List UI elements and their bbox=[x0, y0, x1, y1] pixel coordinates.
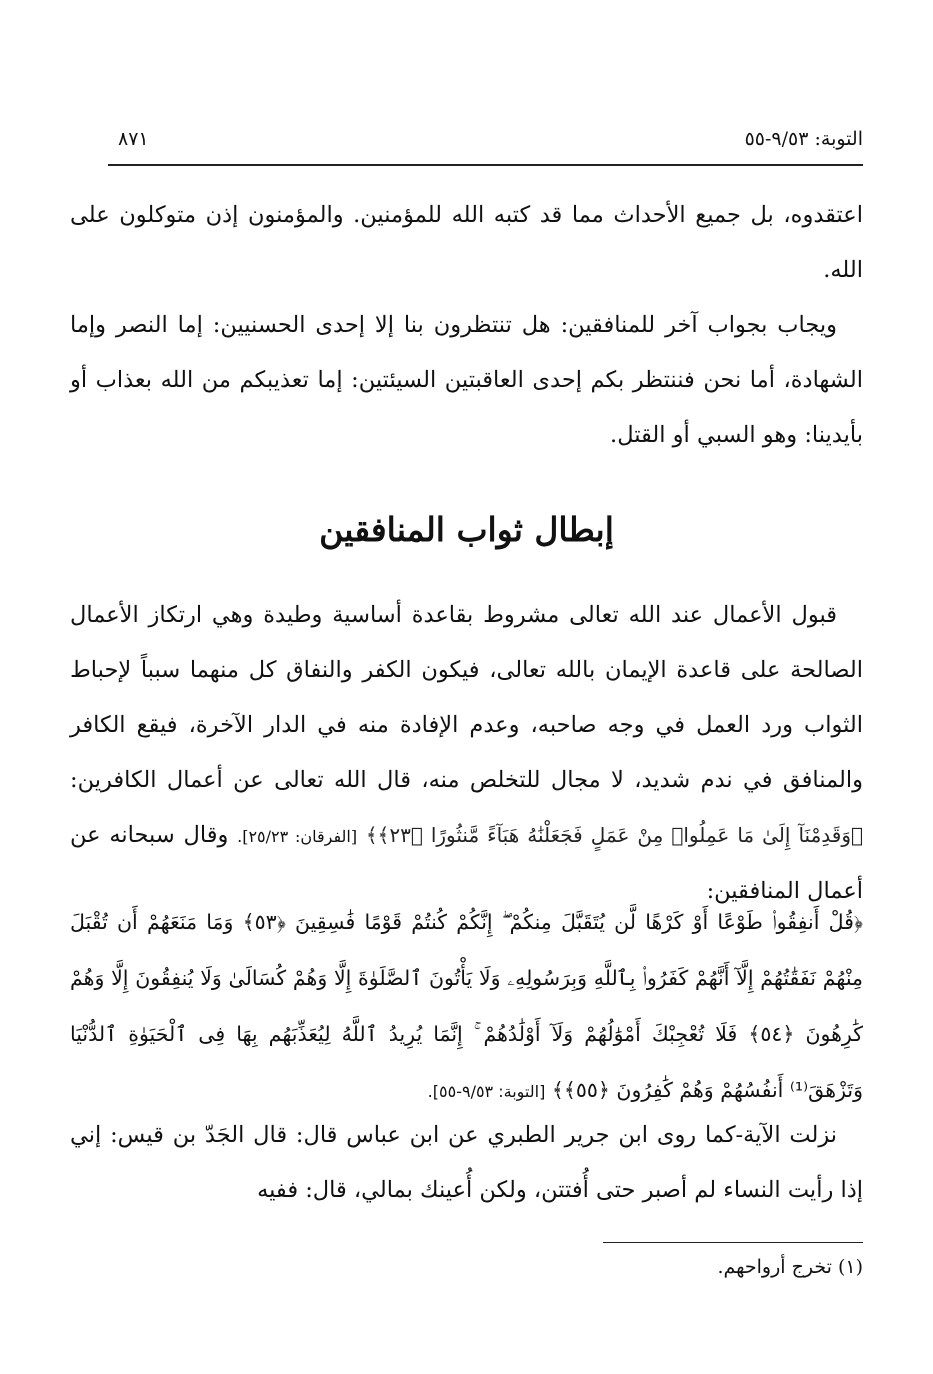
paragraph-1: اعتقدوه، بل جميع الأحداث مما قد كتبه الله للمؤمنين. والمؤمنون إذن متوكلون على الله. bbox=[70, 202, 863, 283]
header-sura-reference: التوبة: ٩/٥٣-٥٥ bbox=[744, 128, 863, 150]
header-rule bbox=[108, 164, 863, 166]
footnote: (١) تخرج أرواحهم. bbox=[717, 1256, 863, 1278]
paragraph-2: ويجاب بجواب آخر للمنافقين: هل تنتظرون بنا إلا إحدى الحسنيين: إما النصر وإما الشهادة، أما نحن فننتظر بكم إحدى العاقبتين السيئتين: إما تعذيبكم من الله بعذاب أو بأيدينا: وهو السبي أو القتل. bbox=[70, 312, 863, 448]
running-header bbox=[118, 128, 863, 162]
furqan-reference: [الفرقان: ٢٥/٢٣]. bbox=[237, 827, 358, 846]
main-paragraph bbox=[70, 588, 863, 919]
section-title: إبطال ثواب المنافقين bbox=[319, 510, 614, 549]
tawba-verses-text: ﴿قُلْ أَنفِقُوا۟ طَوْعًا أَوْ كَرْهًا لَّن يُتَقَبَّلَ مِنكُمْ ۖ إِنَّكُمْ كُنتُمْ قَوْمًا فَٰسِقِينَ ﴿٥٣﴾ وَمَا مَنَعَهُمْ أَن تُقْبَلَ مِنْهُمْ نَفَقَٰتُهُمْ إِلَّآ أَنَّهُمْ كَفَرُوا۟ بِٱللَّهِ وَبِرَسُولِهِۦ وَلَا يَأْتُونَ ٱلصَّلَوٰةَ إِلَّا وَهُمْ كُسَالَىٰ وَلَا يُنفِقُونَ إِلَّا وَهُمْ كَٰرِهُونَ ﴿٥٤﴾ فَلَا تُعْجِبْكَ أَمْوَٰلُهُمْ وَلَآ أَوْلَٰدُهُمْ ۚ إِنَّمَا يُرِيدُ ٱللَّهُ لِيُعَذِّبَهُم بِهَا فِى ٱلْحَيَوٰةِ ٱلدُّنْيَا وَتَزْهَقَ⁽¹⁾ أَنفُسُهُمْ وَهُمْ كَٰفِرُونَ ﴿٥٥﴾﴾ bbox=[70, 910, 864, 1102]
after-reference-text: وقال سبحانه عن أعمال المنافقين: bbox=[70, 822, 863, 904]
footnote-rule bbox=[603, 1242, 863, 1243]
tawba-verses bbox=[70, 894, 863, 1120]
quran-verse-furqan: ﴿وَقَدِمْنَآ إِلَىٰ مَا عَمِلُوا۟ مِنْ عَمَلٍ فَجَعَلْنَٰهُ هَبَآءً مَّنثُورًا ﴿٢٣﴾﴾ bbox=[365, 823, 864, 847]
closing-paragraph: نزلت الآية-كما روى ابن جرير الطبري عن ابن عباس قال: قال الجَدّ بن قيس: إني إذا رأيت النساء لم أصبر حتى أُفتتن، ولكن أُعينك بمالي، قال: ففيه bbox=[70, 1122, 863, 1203]
page-number: ٨٧١ bbox=[118, 128, 149, 150]
tawba-reference: [التوبة: ٩/٥٣-٥٥]. bbox=[427, 1082, 546, 1101]
main-text: قبول الأعمال عند الله تعالى مشروط بقاعدة أساسية وطيدة وهي ارتكاز الأعمال الصالحة على قاعدة الإيمان بالله تعالى، فيكون الكفر والنفاق كل منهما سبباً لإحباط الثواب ورد العمل في وجه صاحبه، وعدم الإفادة منه في الدار الآخرة، فيقع الكافر والمنافق في ندم شديد، لا مجال للتخلص منه، قال الله تعالى عن أعمال الكافرين: bbox=[70, 602, 863, 793]
